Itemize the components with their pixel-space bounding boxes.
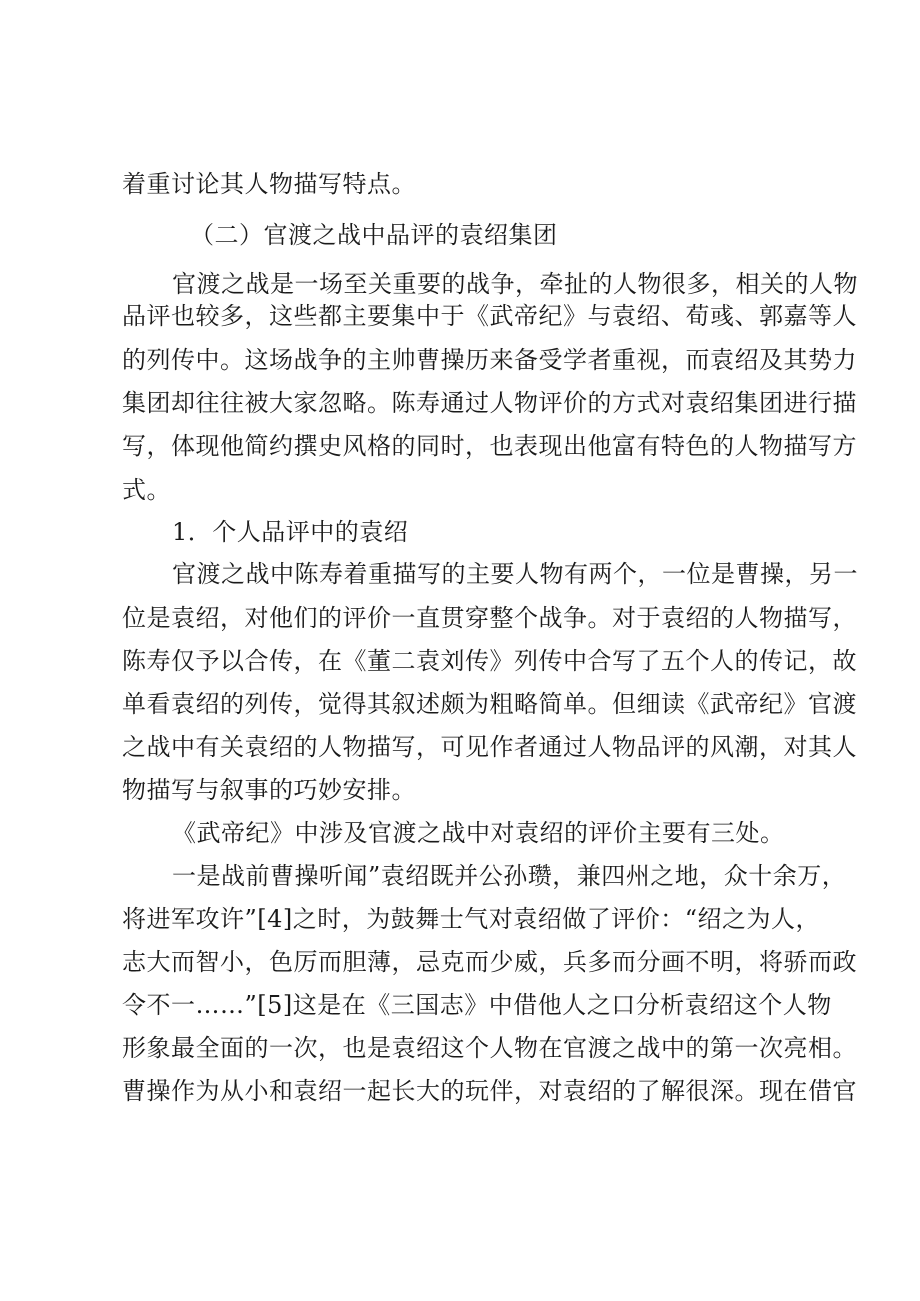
text-line: 品评也较多，这些都主要集中于《武帝纪》与袁绍、荀彧、郭嘉等人 (122, 302, 857, 330)
text-line: 写，体现他简约撰史风格的同时，也表现出他富有特色的人物描写方 (122, 432, 857, 460)
text-line: 集团却往往被大家忽略。陈寿通过人物评价的方式对袁绍集团进行描 (122, 389, 857, 417)
text-line: 一是战前曹操听闻”袁绍既并公孙瓒，兼四州之地，众十余万， (172, 862, 847, 890)
text-line: 位是袁绍，对他们的评价一直贯穿整个战争。对于袁绍的人物描写， (122, 604, 857, 632)
text-line: 单看袁绍的列传，觉得其叙述颇为粗略简单。但细读《武帝纪》官渡 (122, 690, 857, 718)
text-line: 之战中有关袁绍的人物描写，可见作者通过人物品评的风潮，对其人 (122, 733, 857, 761)
text-line: 《武帝纪》中涉及官渡之战中对袁绍的评价主要有三处。 (172, 819, 785, 847)
text-line: 陈寿仅予以合传，在《董二袁刘传》列传中合写了五个人的传记，故 (122, 647, 857, 675)
subsection-heading: 1．个人品评中的袁绍 (172, 518, 409, 546)
text-line: 志大而智小，色厉而胆薄，忌克而少威，兵多而分画不明，将骄而政 (122, 948, 857, 976)
text-line: 曹操作为从小和袁绍一起长大的玩伴，对袁绍的了解很深。现在借官 (122, 1077, 857, 1105)
text-line: 形象最全面的一次，也是袁绍这个人物在官渡之战中的第一次亮相。 (122, 1034, 857, 1062)
text-line: 官渡之战中陈寿着重描写的主要人物有两个，一位是曹操，另一 (172, 560, 858, 588)
section-heading: （二）官渡之战中品评的袁绍集团 (190, 221, 558, 249)
text-line: 官渡之战是一场至关重要的战争，牵扯的人物很多，相关的人物 (172, 270, 858, 298)
text-line: 的列传中。这场战争的主帅曹操历来备受学者重视，而袁绍及其势力 (122, 346, 857, 374)
text-line: 令不一……”[5]这是在《三国志》中借他人之口分析袁绍这个人物 (122, 991, 832, 1019)
text-line: 式。 (122, 476, 171, 504)
text-line: 物描写与叙事的巧妙安排。 (122, 776, 416, 804)
text-line: 着重讨论其人物描写特点。 (122, 170, 416, 198)
text-line: 将进军攻许”[4]之时，为鼓舞士气对袁绍做了评价：“绍之为人， (122, 905, 821, 933)
